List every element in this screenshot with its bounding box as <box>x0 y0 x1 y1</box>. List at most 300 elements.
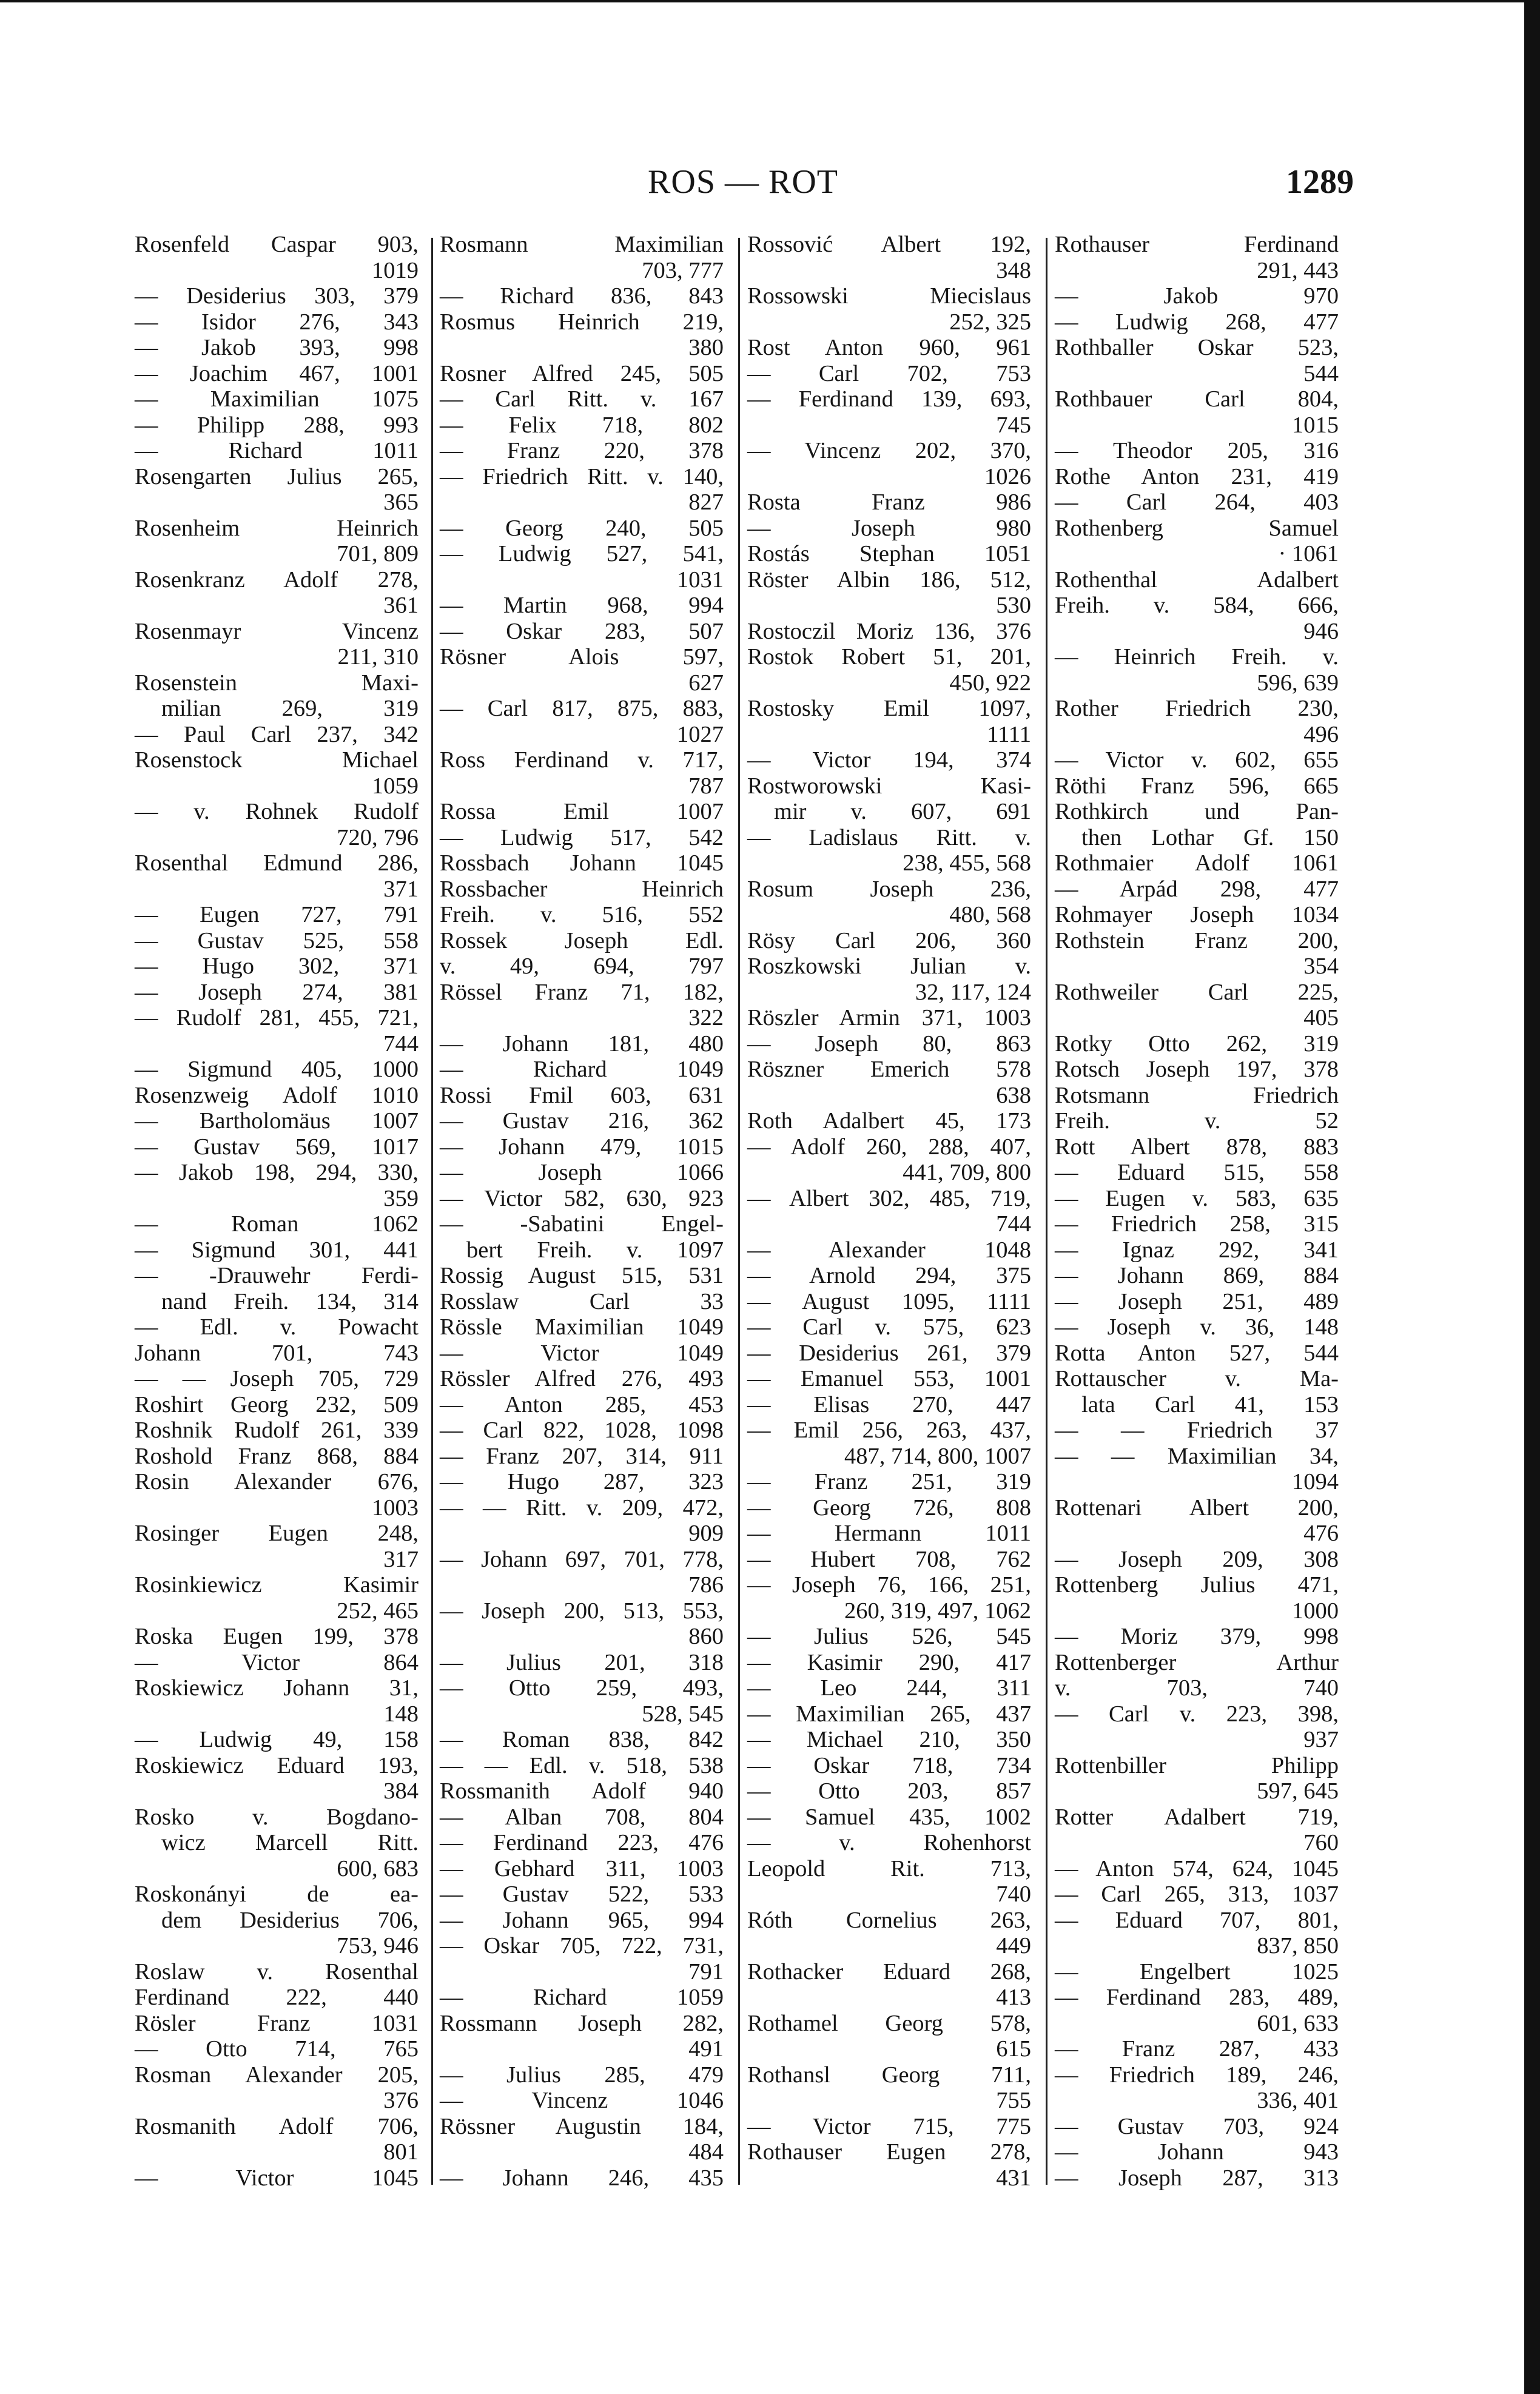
index-entry-line: 1031 <box>677 567 724 593</box>
index-entry-line: — Johann 181, 480 <box>440 1031 724 1057</box>
index-entry-line: Rottenari Albert 200, <box>1055 1495 1339 1521</box>
index-entry-line: 487, 714, 800, 1007 <box>844 1443 1031 1469</box>
index-entry-line: — Desiderius 303, 379 <box>135 283 419 309</box>
index-entry-line: — Ferdinand 223, 476 <box>440 1830 724 1855</box>
index-entry-line: Roska Eugen 199, 378 <box>135 1624 419 1649</box>
index-entry-line: 744 <box>383 1031 419 1057</box>
index-entry-line: Rosenfeld Caspar 903, <box>135 232 419 257</box>
index-entry-line: Rothansl Georg 711, <box>747 2062 1031 2088</box>
index-entry-line: 317 <box>383 1546 419 1572</box>
index-entry-line: — Victor 1049 <box>440 1340 724 1366</box>
index-entry-line: 703, 777 <box>642 257 724 283</box>
index-entry-line: Rosta Franz 986 <box>747 489 1031 515</box>
index-entry-line: 1019 <box>372 257 419 283</box>
index-entry-line: — Ignaz 292, 341 <box>1055 1237 1339 1263</box>
index-entry-line: — Bartholomäus 1007 <box>135 1108 419 1134</box>
index-entry-line: — Maximilian 1075 <box>135 386 419 412</box>
index-entry-line: Rosenkranz Adolf 278, <box>135 567 419 593</box>
index-entry-line: Rossbacher Heinrich <box>440 876 724 902</box>
index-entry-line: 937 <box>1303 1727 1339 1752</box>
index-entry-line: — Julius 285, 479 <box>440 2062 724 2088</box>
index-entry-line: — Friedrich 258, 315 <box>1055 1211 1339 1237</box>
index-entry-line: 32, 117, 124 <box>915 979 1031 1005</box>
index-entry-line: Rossig August 515, 531 <box>440 1263 724 1288</box>
index-entry-line: Rohmayer Joseph 1034 <box>1055 902 1339 927</box>
scan-border-right <box>1524 0 1540 2394</box>
index-column-3 <box>747 232 1031 2197</box>
index-entry-line: 1015 <box>1292 412 1339 438</box>
index-entry-line: Rother Friedrich 230, <box>1055 696 1339 721</box>
index-entry-line: — Joachim 467, 1001 <box>135 360 419 386</box>
index-entry-line: — — Maximilian 34, <box>1055 1443 1339 1469</box>
index-entry-line: — Leo 244, 311 <box>747 1675 1031 1701</box>
index-entry-line: 720, 796 <box>337 824 419 850</box>
index-entry-line: Röszler Armin 371, 1003 <box>747 1005 1031 1031</box>
index-entry-line: 361 <box>383 593 419 618</box>
index-entry-line: wicz Marcell Ritt. <box>161 1830 419 1855</box>
index-entry-line: Freih. v. 516, 552 <box>440 902 724 927</box>
index-entry-line: — Victor 1045 <box>135 2165 419 2191</box>
index-entry-line: 1003 <box>372 1495 419 1521</box>
index-entry-line: 597, 645 <box>1257 1778 1339 1804</box>
index-entry-line: — Theodor 205, 316 <box>1055 438 1339 463</box>
index-entry-line: — Heinrich Freih. v. <box>1055 644 1339 670</box>
index-entry-line: Rothbauer Carl 804, <box>1055 386 1339 412</box>
index-entry-line: — Joseph 251, 489 <box>1055 1288 1339 1314</box>
index-entry-line: Rosman Alexander 205, <box>135 2062 419 2088</box>
index-entry-line: — Vincenz 202, 370, <box>747 438 1031 463</box>
index-entry-line: — Felix 718, 802 <box>440 412 724 438</box>
index-entry-line: — Jakob 198, 294, 330, <box>135 1160 419 1185</box>
index-entry-line: — Alexander 1048 <box>747 1237 1031 1263</box>
index-column-2 <box>440 232 724 2197</box>
index-entry-line: — Philipp 288, 993 <box>135 412 419 438</box>
index-entry-line: — Victor 582, 630, 923 <box>440 1185 724 1211</box>
index-entry-line: Rothstein Franz 200, <box>1055 927 1339 953</box>
index-entry-line: — Julius 526, 545 <box>747 1624 1031 1649</box>
index-entry-line: — Ferdinand 283, 489, <box>1055 1985 1339 2010</box>
index-entry-line: Rossek Joseph Edl. <box>440 927 724 953</box>
index-entry-line: Rostok Robert 51, 201, <box>747 644 1031 670</box>
index-entry-line: — Gustav 216, 362 <box>440 1108 724 1134</box>
index-entry-line: 740 <box>996 1881 1031 1907</box>
index-entry-line: — Eduard 515, 558 <box>1055 1160 1339 1185</box>
index-entry-line: 491 <box>688 2036 724 2062</box>
index-entry-line: Rothenthal Adalbert <box>1055 567 1339 593</box>
index-entry-line: — Roman 838, 842 <box>440 1727 724 1752</box>
index-entry-line: — Arpád 298, 477 <box>1055 876 1339 902</box>
index-entry-line: — — Edl. v. 518, 538 <box>440 1752 724 1778</box>
index-entry-line: — Michael 210, 350 <box>747 1727 1031 1752</box>
index-entry-line: — Johann 246, 435 <box>440 2165 724 2191</box>
index-entry-line: — Carl 817, 875, 883, <box>440 696 724 721</box>
index-entry-line: 946 <box>1303 618 1339 644</box>
index-entry-line: 615 <box>996 2036 1031 2062</box>
index-entry-line: Rostosky Emil 1097, <box>747 696 1031 721</box>
index-entry-line: 1094 <box>1292 1469 1339 1495</box>
index-entry-line: 530 <box>996 593 1031 618</box>
index-entry-line: — Joseph 274, 381 <box>135 979 419 1005</box>
index-entry-line: milian 269, 319 <box>161 696 419 721</box>
index-entry-line: — Richard 836, 843 <box>440 283 724 309</box>
index-entry-line: 701, 809 <box>337 541 419 567</box>
index-entry-line: Freih. v. 52 <box>1055 1108 1339 1134</box>
index-entry-line: — Gustav 569, 1017 <box>135 1134 419 1160</box>
index-entry-line: Rosmann Maximilian <box>440 232 724 257</box>
index-entry-line: — Elisas 270, 447 <box>747 1391 1031 1417</box>
index-entry-line: 336, 401 <box>1257 2088 1339 2113</box>
index-entry-line: — Ludwig 517, 542 <box>440 824 724 850</box>
index-entry-line: — Victor 715, 775 <box>747 2113 1031 2139</box>
index-entry-line: — Joseph 287, 313 <box>1055 2165 1339 2191</box>
index-entry-line: 431 <box>996 2165 1031 2191</box>
index-entry-line: Rothauser Eugen 278, <box>747 2139 1031 2165</box>
index-entry-line: — Ladislaus Ritt. v. <box>747 824 1031 850</box>
index-entry-line: dem Desiderius 706, <box>161 1907 419 1933</box>
index-entry-line: Rottenbiller Philipp <box>1055 1752 1339 1778</box>
index-entry-line: 801 <box>383 2139 419 2165</box>
index-entry-line: — Kasimir 290, 417 <box>747 1649 1031 1675</box>
index-entry-line: 291, 443 <box>1257 257 1339 283</box>
index-entry-line: — Carl Ritt. v. 167 <box>440 386 724 412</box>
column-rule <box>738 238 740 2185</box>
index-entry-line: Rossmanith Adolf 940 <box>440 1778 724 1804</box>
index-entry-line: — Otto 714, 765 <box>135 2036 419 2062</box>
index-entry-line: — Maximilian 265, 437 <box>747 1701 1031 1727</box>
index-entry-line: Rösy Carl 206, 360 <box>747 927 1031 953</box>
index-entry-line: Rostworowski Kasi- <box>747 773 1031 799</box>
index-entry-line: — Carl v. 223, 398, <box>1055 1701 1339 1727</box>
index-entry-line: 496 <box>1303 721 1339 747</box>
index-entry-line: Rothenberg Samuel <box>1055 515 1339 541</box>
index-entry-line: — Victor v. 602, 655 <box>1055 747 1339 773</box>
index-entry-line: — Oskar 718, 734 <box>747 1752 1031 1778</box>
index-entry-line: Rothacker Eduard 268, <box>747 1959 1031 1985</box>
index-entry-line: — Franz 251, 319 <box>747 1469 1031 1495</box>
index-entry-line: — Gustav 522, 533 <box>440 1881 724 1907</box>
index-entry-line: — Gustav 703, 924 <box>1055 2113 1339 2139</box>
index-entry-line: Rothballer Oskar 523, <box>1055 335 1339 360</box>
index-entry-line: Rösler Franz 1031 <box>135 2010 419 2036</box>
index-entry-line: — Anton 574, 624, 1045 <box>1055 1855 1339 1881</box>
index-entry-line: — Ludwig 268, 477 <box>1055 309 1339 335</box>
index-entry-line: 449 <box>996 1933 1031 1959</box>
index-entry-line: 1111 <box>987 721 1031 747</box>
index-entry-line: Rössle Maximilian 1049 <box>440 1314 724 1340</box>
column-rule <box>1046 238 1047 2185</box>
index-entry-line: Rotky Otto 262, 319 <box>1055 1031 1339 1057</box>
index-entry-line: nand Freih. 134, 314 <box>161 1288 419 1314</box>
index-entry-line: — Adolf 260, 288, 407, <box>747 1134 1031 1160</box>
index-entry-line: — Georg 240, 505 <box>440 515 724 541</box>
index-entry-line: Rotsch Joseph 197, 378 <box>1055 1057 1339 1082</box>
index-entry-line: 354 <box>1303 953 1339 979</box>
index-entry-line: — Martin 968, 994 <box>440 593 724 618</box>
index-entry-line: 638 <box>996 1082 1031 1108</box>
page-number: 1289 <box>1286 163 1354 201</box>
index-entry-line: Röster Albin 186, 512, <box>747 567 1031 593</box>
index-entry-line: 441, 709, 800 <box>903 1160 1031 1185</box>
index-entry-line: 480, 568 <box>949 902 1031 927</box>
index-entry-line: 380 <box>688 335 724 360</box>
index-entry-line: — -Drauwehr Ferdi- <box>135 1263 419 1288</box>
index-entry-line: Ross Ferdinand v. 717, <box>440 747 724 773</box>
index-entry-line: 860 <box>688 1624 724 1649</box>
index-entry-line: — Oskar 283, 507 <box>440 618 724 644</box>
index-entry-line: Roskiewicz Johann 31, <box>135 1675 419 1701</box>
index-entry-line: Rotta Anton 527, 544 <box>1055 1340 1339 1366</box>
index-entry-line: Johann 701, 743 <box>135 1340 419 1366</box>
index-entry-line: — Franz 207, 314, 911 <box>440 1443 724 1469</box>
index-entry-line: 376 <box>383 2088 419 2113</box>
index-entry-line: — Edl. v. Powacht <box>135 1314 419 1340</box>
index-entry-line: Freih. v. 584, 666, <box>1055 593 1339 618</box>
index-entry-line: 791 <box>688 1959 724 1985</box>
index-entry-line: — Johann 869, 884 <box>1055 1263 1339 1288</box>
index-entry-line: Rostoczil Moriz 136, 376 <box>747 618 1031 644</box>
index-entry-line: — Franz 220, 378 <box>440 438 724 463</box>
index-entry-line: — Arnold 294, 375 <box>747 1263 1031 1288</box>
index-entry-line: — Julius 201, 318 <box>440 1649 724 1675</box>
index-entry-line: Rottenberg Julius 471, <box>1055 1572 1339 1598</box>
index-entry-line: — Carl 702, 753 <box>747 360 1031 386</box>
index-entry-line: — Richard 1049 <box>440 1057 724 1082</box>
index-entry-line: — Eduard 707, 801, <box>1055 1907 1339 1933</box>
index-entry-line: — Roman 1062 <box>135 1211 419 1237</box>
index-entry-line: — Anton 285, 453 <box>440 1391 724 1417</box>
index-columns <box>135 232 1348 2197</box>
index-entry-line: Rössner Augustin 184, <box>440 2113 724 2139</box>
index-entry-line: 786 <box>688 1572 724 1598</box>
index-entry-line: 476 <box>1303 1521 1339 1546</box>
index-entry-line: Rosinger Eugen 248, <box>135 1521 419 1546</box>
index-entry-line: — Sigmund 301, 441 <box>135 1237 419 1263</box>
index-entry-line: — Johann 943 <box>1055 2139 1339 2165</box>
index-entry-line: — Joseph 1066 <box>440 1160 724 1185</box>
index-entry-line: 1000 <box>1292 1598 1339 1624</box>
index-entry-line: — Moriz 379, 998 <box>1055 1624 1339 1649</box>
index-entry-line: — Ludwig 527, 541, <box>440 541 724 567</box>
index-entry-line: 252, 465 <box>337 1598 419 1624</box>
index-entry-line: lata Carl 41, 153 <box>1081 1391 1339 1417</box>
index-entry-line: 909 <box>688 1521 724 1546</box>
index-entry-line: — Sigmund 405, 1000 <box>135 1057 419 1082</box>
index-entry-line: Roslaw v. Rosenthal <box>135 1959 419 1985</box>
index-entry-line: 827 <box>688 489 724 515</box>
index-entry-line: — Joseph 76, 166, 251, <box>747 1572 1031 1598</box>
index-entry-line: — Joseph 80, 863 <box>747 1031 1031 1057</box>
index-entry-line: — Franz 287, 433 <box>1055 2036 1339 2062</box>
index-entry-line: Rothweiler Carl 225, <box>1055 979 1339 1005</box>
index-entry-line: — Samuel 435, 1002 <box>747 1804 1031 1830</box>
index-entry-line: 1027 <box>677 721 724 747</box>
column-rule <box>431 238 433 2185</box>
index-entry-line: — -Sabatini Engel- <box>440 1211 724 1237</box>
index-entry-line: Roshirt Georg 232, 509 <box>135 1391 419 1417</box>
index-entry-line: Rostás Stephan 1051 <box>747 541 1031 567</box>
index-entry-line: — Oskar 705, 722, 731, <box>440 1933 724 1959</box>
index-entry-line: — Alban 708, 804 <box>440 1804 724 1830</box>
index-entry-line: — Vincenz 1046 <box>440 2088 724 2113</box>
index-entry-line: Roshold Franz 868, 884 <box>135 1443 419 1469</box>
index-entry-line: Rosmanith Adolf 706, <box>135 2113 419 2139</box>
index-entry-line: 484 <box>688 2139 724 2165</box>
index-entry-line: — Albert 302, 485, 719, <box>747 1185 1031 1211</box>
index-entry-line: 148 <box>383 1701 419 1727</box>
index-entry-line: 601, 633 <box>1257 2010 1339 2036</box>
index-entry-line: Rossović Albert 192, <box>747 232 1031 257</box>
index-entry-line: — Rudolf 281, 455, 721, <box>135 1005 419 1031</box>
index-entry-line: — Carl 265, 313, 1037 <box>1055 1881 1339 1907</box>
index-entry-line: — Joseph v. 36, 148 <box>1055 1314 1339 1340</box>
index-entry-line: Roszkowski Julian v. <box>747 953 1031 979</box>
index-entry-line: — Victor 864 <box>135 1649 419 1675</box>
index-entry-line: 528, 545 <box>642 1701 724 1727</box>
index-entry-line: — Engelbert 1025 <box>1055 1959 1339 1985</box>
index-entry-line: — v. Rohenhorst <box>747 1830 1031 1855</box>
index-entry-line: Rosner Alfred 245, 505 <box>440 360 724 386</box>
index-entry-line: 1026 <box>984 463 1031 489</box>
index-entry-line: — Jakob 970 <box>1055 283 1339 309</box>
index-entry-line: — Gustav 525, 558 <box>135 927 419 953</box>
index-entry-line: Rosmus Heinrich 219, <box>440 309 724 335</box>
index-entry-line: Roshnik Rudolf 261, 339 <box>135 1417 419 1443</box>
index-entry-line: Rosengarten Julius 265, <box>135 463 419 489</box>
index-entry-line: Röszner Emerich 578 <box>747 1057 1031 1082</box>
index-column-4 <box>1055 232 1339 2197</box>
index-entry-line: — Carl v. 575, 623 <box>747 1314 1031 1340</box>
index-entry-line: — Otto 259, 493, <box>440 1675 724 1701</box>
index-entry-line: Rössel Franz 71, 182, <box>440 979 724 1005</box>
index-entry-line: Rost Anton 960, 961 <box>747 335 1031 360</box>
index-entry-line: 744 <box>996 1211 1031 1237</box>
index-entry-line: Rosenmayr Vincenz <box>135 618 419 644</box>
index-entry-line: 365 <box>383 489 419 515</box>
index-entry-line: — Paul Carl 237, 342 <box>135 721 419 747</box>
index-entry-line: — Emanuel 553, 1001 <box>747 1366 1031 1391</box>
index-entry-line: 260, 319, 497, 1062 <box>844 1598 1031 1624</box>
index-entry-line: 1059 <box>372 773 419 799</box>
index-entry-line: — Friedrich Ritt. v. 140, <box>440 463 724 489</box>
index-entry-line: Roth Adalbert 45, 173 <box>747 1108 1031 1134</box>
index-entry-line: Rossowski Miecislaus <box>747 283 1031 309</box>
index-entry-line: 837, 850 <box>1257 1933 1339 1959</box>
index-entry-line: Rosko v. Bogdano- <box>135 1804 419 1830</box>
index-entry-line: Rossi Fmil 603, 631 <box>440 1082 724 1108</box>
index-entry-line: Röthi Franz 596, 665 <box>1055 773 1339 799</box>
index-column-1 <box>135 232 419 2197</box>
index-entry-line: 760 <box>1303 1830 1339 1855</box>
page-header <box>0 163 1540 206</box>
index-entry-line: — Gebhard 311, 1003 <box>440 1855 724 1881</box>
index-entry-line: — Hermann 1011 <box>747 1521 1031 1546</box>
index-entry-line: 450, 922 <box>949 670 1031 696</box>
index-entry-line: 544 <box>1303 360 1339 386</box>
index-entry-line: Rosenheim Heinrich <box>135 515 419 541</box>
index-entry-line: — Richard 1011 <box>135 438 419 463</box>
index-entry-line: — Jakob 393, 998 <box>135 335 419 360</box>
index-entry-line: 211, 310 <box>337 644 419 670</box>
running-head: ROS — ROT <box>648 163 838 201</box>
index-entry-line: 413 <box>996 1985 1031 2010</box>
index-entry-line: — Isidor 276, 343 <box>135 309 419 335</box>
index-entry-line: Rosenstock Michael <box>135 747 419 773</box>
index-entry-line: 755 <box>996 2088 1031 2113</box>
index-entry-line: — Ludwig 49, 158 <box>135 1727 419 1752</box>
index-entry-line: Rossa Emil 1007 <box>440 799 724 824</box>
index-entry-line: — Friedrich 189, 246, <box>1055 2062 1339 2088</box>
index-entry-line: — Victor 194, 374 <box>747 747 1031 773</box>
index-entry-line: Rothmaier Adolf 1061 <box>1055 850 1339 876</box>
index-entry-line: Ferdinand 222, 440 <box>135 1985 419 2010</box>
index-entry-line: Leopold Rit. 713, <box>747 1855 1031 1881</box>
index-entry-line: 238, 455, 568 <box>903 850 1031 876</box>
index-entry-line: — Carl 264, 403 <box>1055 489 1339 515</box>
index-entry-line: v. 49, 694, 797 <box>440 953 724 979</box>
index-entry-line: — Emil 256, 263, 437, <box>747 1417 1031 1443</box>
index-entry-line: Róth Cornelius 263, <box>747 1907 1031 1933</box>
index-entry-line: 753, 946 <box>337 1933 419 1959</box>
index-entry-line: — Hubert 708, 762 <box>747 1546 1031 1572</box>
index-entry-line: 627 <box>688 670 724 696</box>
index-entry-line: Rotter Adalbert 719, <box>1055 1804 1339 1830</box>
index-entry-line: — Hugo 287, 323 <box>440 1469 724 1495</box>
index-entry-line: Roskiewicz Eduard 193, <box>135 1752 419 1778</box>
index-entry-line: Rossbach Johann 1045 <box>440 850 724 876</box>
index-entry-line: then Lothar Gf. 150 <box>1081 824 1339 850</box>
index-entry-line: 348 <box>996 257 1031 283</box>
index-entry-line: 405 <box>1303 1005 1339 1031</box>
index-entry-line: 745 <box>996 412 1031 438</box>
index-entry-line: Rosenzweig Adolf 1010 <box>135 1082 419 1108</box>
index-entry-line: 359 <box>383 1185 419 1211</box>
index-entry-line: 371 <box>383 876 419 902</box>
index-entry-line: Rosum Joseph 236, <box>747 876 1031 902</box>
index-entry-line: Rottenberger Arthur <box>1055 1649 1339 1675</box>
index-entry-line: Rothamel Georg 578, <box>747 2010 1031 2036</box>
index-entry-line: Rösner Alois 597, <box>440 644 724 670</box>
index-entry-line: — Joseph 200, 513, 553, <box>440 1598 724 1624</box>
index-entry-line: — — Friedrich 37 <box>1055 1417 1339 1443</box>
index-entry-line: — Richard 1059 <box>440 1985 724 2010</box>
index-entry-line: Rott Albert 878, 883 <box>1055 1134 1339 1160</box>
index-entry-line: — Hugo 302, 371 <box>135 953 419 979</box>
index-entry-line: · 1061 <box>1278 541 1339 567</box>
index-entry-line: v. 703, 740 <box>1055 1675 1339 1701</box>
index-entry-line: — — Joseph 705, 729 <box>135 1366 419 1391</box>
index-entry-line: — August 1095, 1111 <box>747 1288 1031 1314</box>
index-entry-line: — Carl 822, 1028, 1098 <box>440 1417 724 1443</box>
index-entry-line: 384 <box>383 1778 419 1804</box>
index-entry-line: — Eugen v. 583, 635 <box>1055 1185 1339 1211</box>
index-entry-line: — Joseph 209, 308 <box>1055 1546 1339 1572</box>
index-entry-line: 600, 683 <box>337 1855 419 1881</box>
index-entry-line: Rothauser Ferdinand <box>1055 232 1339 257</box>
index-entry-line: Roskonányi de ea- <box>135 1881 419 1907</box>
index-entry-line: mir v. 607, 691 <box>774 799 1031 824</box>
index-entry-line: — Johann 479, 1015 <box>440 1134 724 1160</box>
index-entry-line: — Johann 697, 701, 778, <box>440 1546 724 1572</box>
index-entry-line: Rosslaw Carl 33 <box>440 1288 724 1314</box>
index-entry-line: Rottauscher v. Ma- <box>1055 1366 1339 1391</box>
index-entry-line: Rosenstein Maxi- <box>135 670 419 696</box>
scan-border-top <box>0 0 1540 2</box>
index-entry-line: — v. Rohnek Rudolf <box>135 799 419 824</box>
index-entry-line: Rosin Alexander 676, <box>135 1469 419 1495</box>
index-entry-line: — Eugen 727, 791 <box>135 902 419 927</box>
index-entry-line: 252, 325 <box>949 309 1031 335</box>
index-entry-line: Rothkirch und Pan- <box>1055 799 1339 824</box>
